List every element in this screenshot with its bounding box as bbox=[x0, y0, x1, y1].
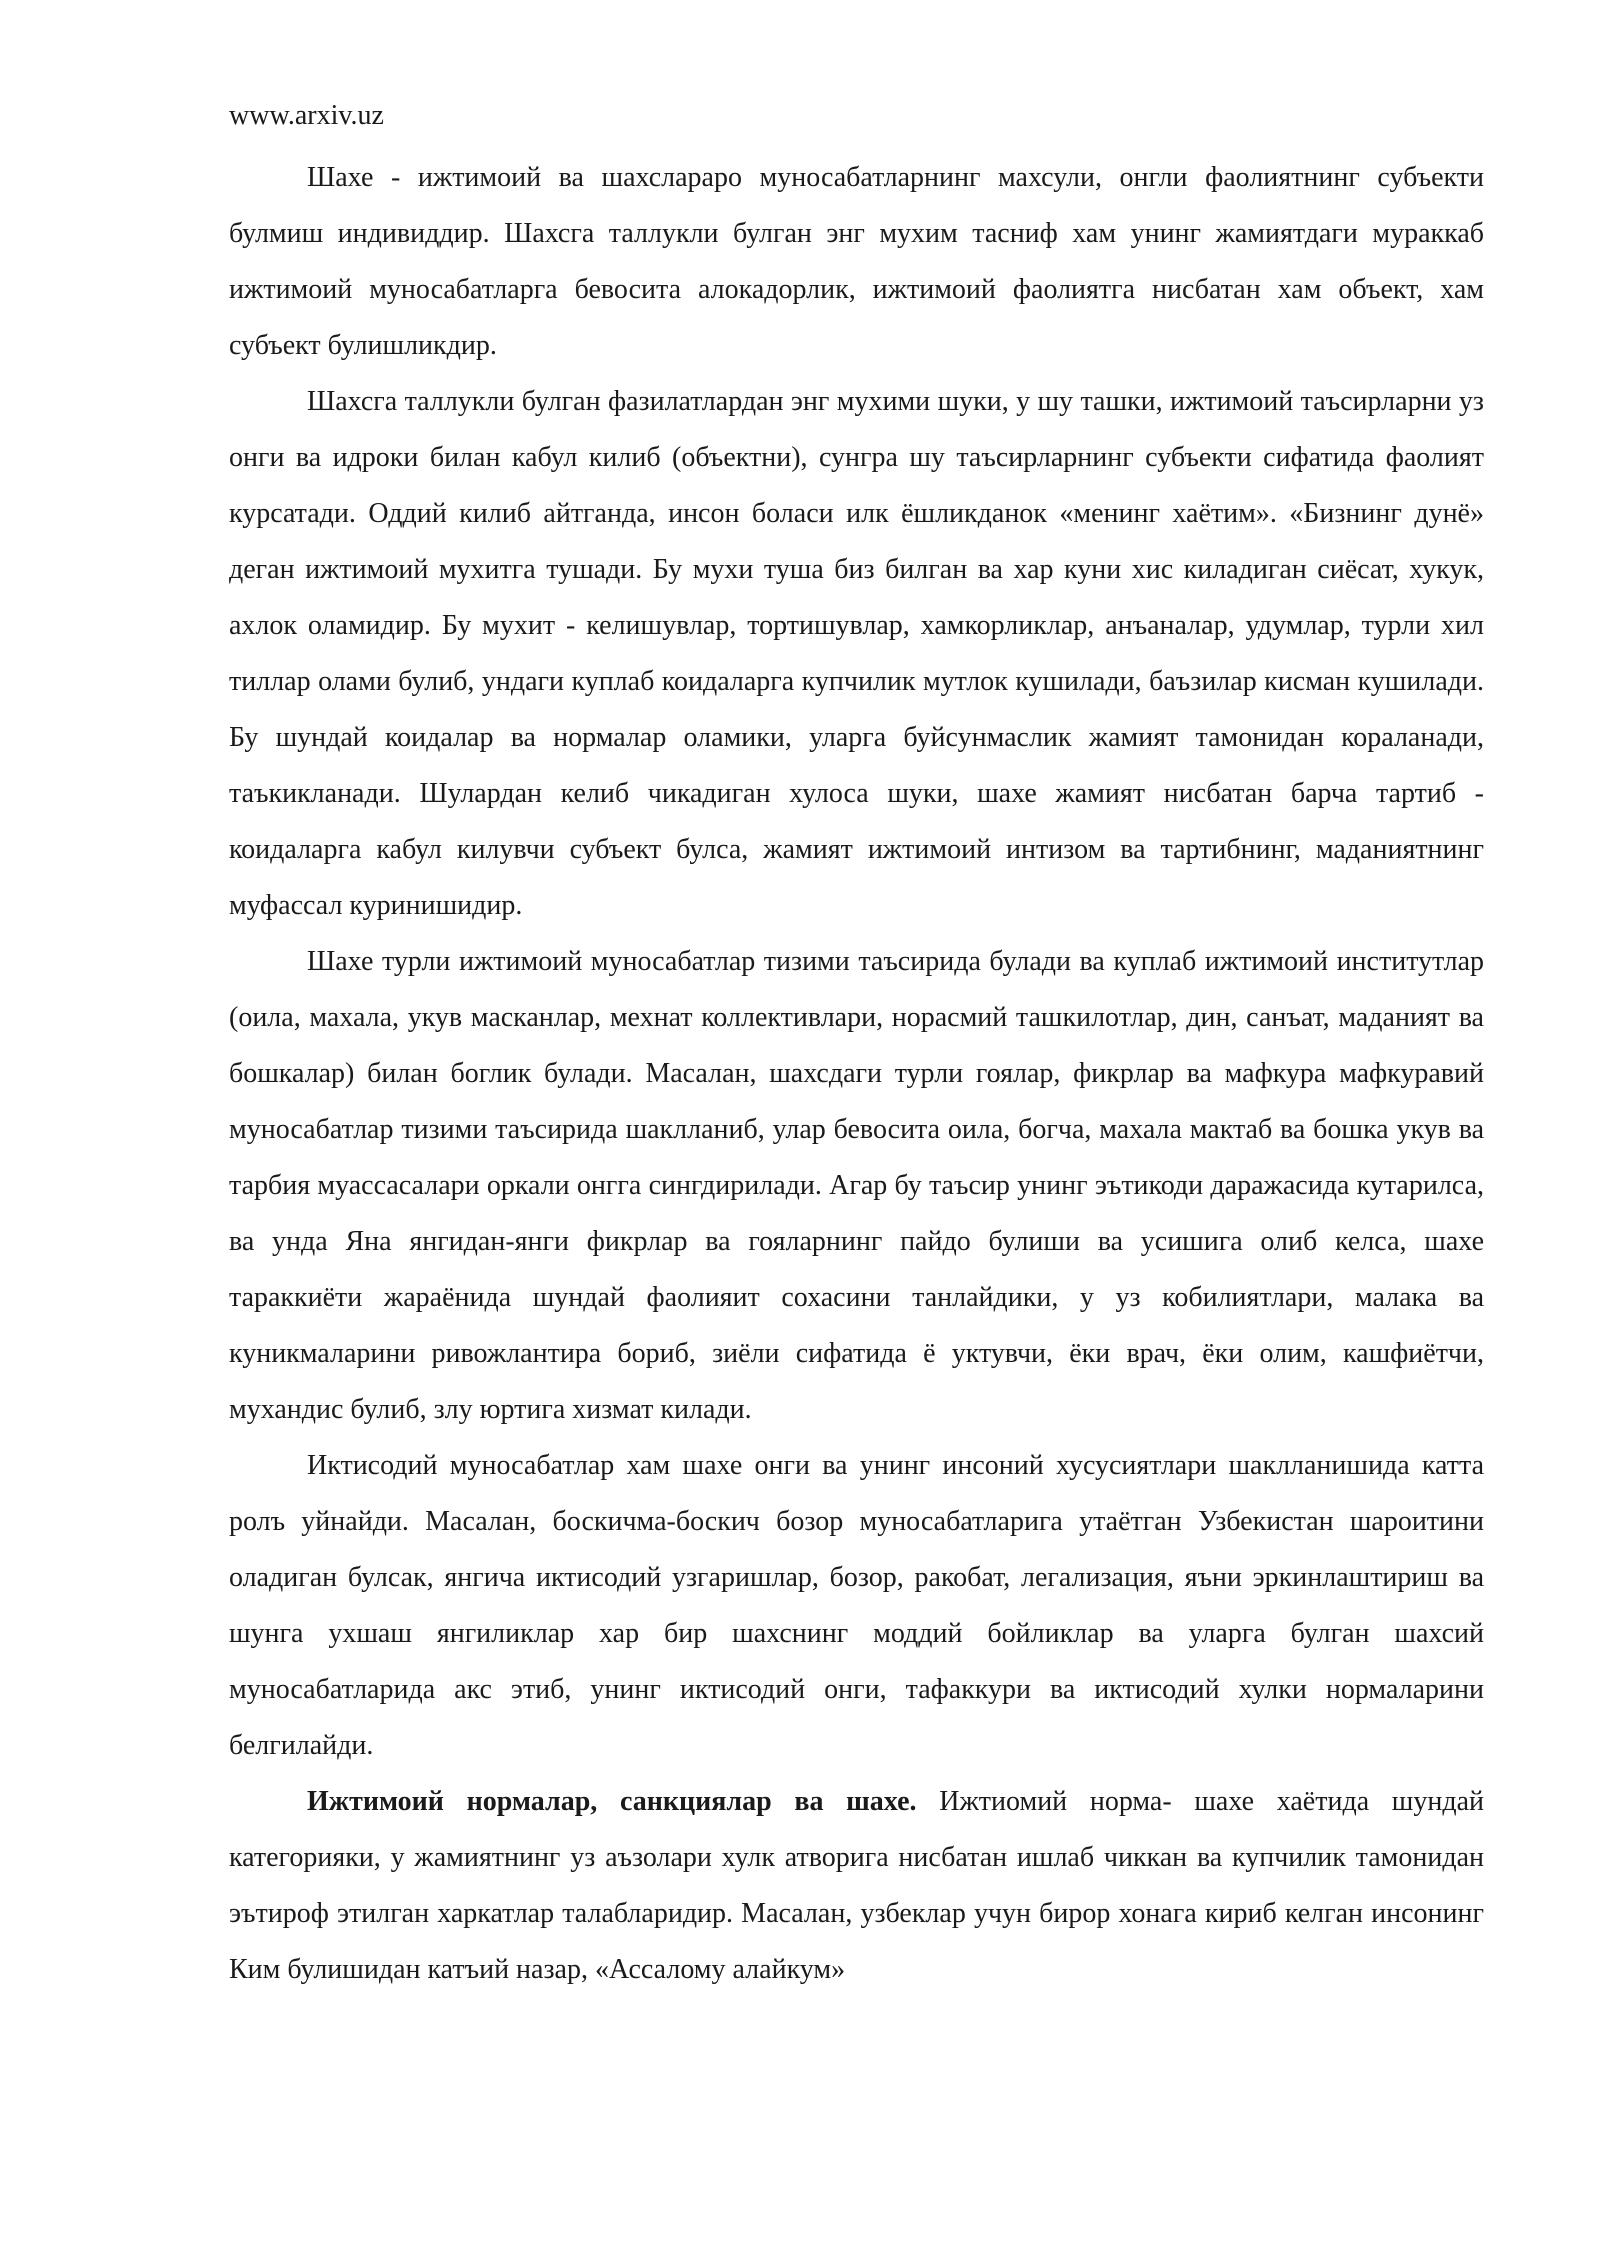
paragraph-3 bbox=[229, 934, 1484, 1438]
paragraph-text: Иктисодий муносабатлар хам шахе онги ва унинг инсоний хусусиятлари шаклланишида катта ролъ уйнайди. Масалан, боскичма-боскич бозор муносабатларига утаётган Узбекистан шароитини оладиган булсак, янгича иктисодий узгаришлар, бозор, ракобат, легализация, яъни эркинлаштириш ва шунга ухшаш янгиликлар хар бир шахснинг моддий бойликлар ва уларга булган шахсий муносабатларида акс этиб, унинг иктисодий онги, тафаккури ва иктисодий хулки нормаларини белгилайди. bbox=[229, 1450, 1484, 1761]
paragraph-text: Шахе - ижтимоий ва шахслараро муносабатларнинг махсули, онгли фаолиятнинг субъекти булмиш индивиддир. Шахсга таллукли булган энг мухим тасниф хам унинг жамиятдаги мураккаб ижтимоий муносабатларга бевосита алокадорлик, ижтимоий фаолиятга нисбатан хам объект, хам субъект булишликдир. bbox=[229, 162, 1484, 361]
paragraph-4 bbox=[229, 1438, 1484, 1774]
paragraph-1 bbox=[229, 150, 1484, 374]
document-body bbox=[229, 150, 1484, 1998]
header-url: www.arxiv.uz bbox=[229, 100, 384, 131]
paragraph-text: Шахе турли ижтимоий муносабатлар тизими таъсирида булади ва куплаб ижтимоий институтлар (оила, махала, укув масканлар, мехнат коллективлари, норасмий ташкилотлар, дин, санъат, маданият ва бошкалар) билан боглик булади. Масалан, шахсдаги турли гоялар, фикрлар ва мафкура мафкуравий муносабатлар тизими таъсирида шаклланиб, улар бевосита оила, богча, махала мактаб ва бошка укув ва тарбия муассасалари оркали онгга сингдирилади. Агар бу таъсир унинг эътикоди даражасида кутарилса, ва унда Яна янгидан-янги фикрлар ва гояларнинг пайдо булиши ва усишига олиб келса, шахе тараккиёти жараёнида шундай фаолияит сохасини танлайдики, у уз кобилиятлари, малака ва куникмаларини ривожлантира бориб, зиёли сифатида ё уктувчи, ёки врач, ёки олим, кашфиётчи, мухандис булиб, злу юртига хизмат килади. bbox=[229, 946, 1484, 1425]
paragraph-5 bbox=[229, 1774, 1484, 1998]
paragraph-text: Ижтиомий норма- шахе хаётида шундай категорияки, у жамиятнинг уз аъзолари хулк атворига нисбатан ишлаб чиккан ва купчилик тамонидан эътироф этилган харкатлар талабларидир. Масалан, узбеклар учун бирор хонага кириб келган инсонинг Ким булишидан катъий назар, «Ассалому алайкум» bbox=[229, 1786, 1484, 1985]
section-heading: Ижтимоий нормалар, санкциялар ва шахе. bbox=[307, 1786, 917, 1817]
paragraph-2 bbox=[229, 374, 1484, 934]
paragraph-text: Шахсга таллукли булган фазилатлардан энг мухими шуки, у шу ташки, ижтимоий таъсирларни уз онги ва идроки билан кабул килиб (объектни), сунгра шу таъсирларнинг субъекти сифатида фаолият курсатади. Оддий килиб айтганда, инсон боласи илк ёшликданок «менинг хаётим». «Бизнинг дунё» деган ижтимоий мухитга тушади. Бу мухи туша биз билган ва хар куни хис киладиган сиёсат, хукук, ахлок оламидир. Бу мухит - келишувлар, тортишувлар, хамкорликлар, анъаналар, удумлар, турли хил тиллар олами булиб, ундаги куплаб коидаларга купчилик мутлок кушилади, баъзилар кисман кушилади. Бу шундай коидалар ва нормалар оламики, уларга буйсунмаслик жамият тамонидан кораланади, таъкикланади. Шулардан келиб чикадиган хулоса шуки, шахе жамият нисбатан барча тартиб - коидаларга кабул килувчи субъект булса, жамият ижтимоий интизом ва тартибнинг, маданиятнинг муфассал куринишидир. bbox=[229, 386, 1484, 921]
